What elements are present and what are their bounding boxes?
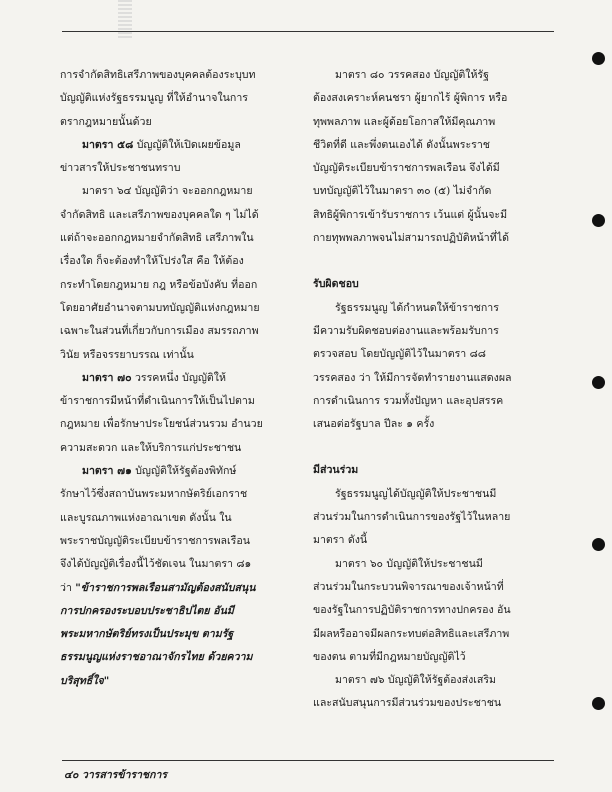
paragraph-line: รักษาไว้ซึ่งสถาบันพระมหากษัตริย์เอกราช	[60, 488, 248, 501]
paragraph-line: โดยอาศัยอำนาจตามบทบัญญัติแห่งกฎหมาย	[60, 301, 260, 314]
quote-line: การปกครองระบอบประชาธิปไตย อันมี	[60, 604, 234, 617]
paragraph-line: เฉพาะในส่วนที่เกี่ยวกับการเมือง สมรรถภาพ	[60, 325, 259, 338]
quote-line: ธรรมนูญแห่งราชอาณาจักรไทย ด้วยความ	[60, 651, 253, 664]
paragraph-line: สิทธิผู้พิการเข้ารับราชการ เว้นแต่ ผู้นั้นจะมี	[313, 208, 508, 221]
paragraph-line	[60, 460, 295, 483]
paragraph-line: ของตน ตามที่มีกฎหมายบัญญัติไว้	[313, 650, 466, 663]
binding-shadow	[118, 0, 132, 38]
paragraph-line: และสนับสนุนการมีส่วนร่วมของประชาชน	[313, 697, 502, 710]
paragraph-line: ของรัฐในการปฏิบัติราชการทางปกครอง อัน	[313, 604, 511, 617]
paragraph-line: ชีวิตที่ดี และพึ่งตนเองได้ ดังนั้นพระราช	[313, 138, 490, 151]
paragraph-line	[60, 367, 295, 390]
paragraph-line: ข่าวสารให้ประชาชนทราบ	[60, 162, 181, 175]
paragraph-line: แต่ถ้าจะออกกฎหมายจำกัดสิทธิ เสรีภาพใน	[60, 232, 254, 245]
paragraph-line: มาตรา ๖๔ บัญญัติว่า จะออกกฎหมาย	[82, 185, 253, 198]
paragraph-line: มาตรา ๖๐ บัญญัติให้ประชาชนมี	[335, 557, 483, 570]
section-heading: รับผิดชอบ	[313, 278, 359, 291]
paragraph-line: ทุพพลภาพ และผู้ด้อยโอกาสให้มีคุณภาพ	[313, 115, 496, 128]
section-heading: มีส่วนร่วม	[313, 464, 359, 477]
paragraph-line: การจำกัดสิทธิเสรีภาพของบุคคลต้องระบุบท	[60, 69, 256, 81]
paragraph-line: ตรากฎหมายนั้นด้วย	[60, 115, 152, 128]
paragraph-line: ข้าราชการมีหน้าที่ดำเนินการให้เป็นไปตาม	[60, 395, 255, 408]
paragraph-line: วินัย หรือจรรยาบรรณ เท่านั้น	[60, 348, 194, 361]
paragraph-line: กระทำโดยกฎหมาย กฎ หรือข้อบังคับ ที่ออก	[60, 278, 258, 291]
left-column	[60, 64, 295, 693]
paragraph-line: มาตรา ๘๐ วรรคสอง บัญญัติให้รัฐ	[335, 69, 489, 81]
publication-name: วารสารข้าราชการ	[82, 769, 168, 781]
paragraph-line: มีผลหรืออาจมีผลกระทบต่อสิทธิและเสรีภาพ	[313, 627, 510, 640]
paragraph-line: ความสะดวก และให้บริการแก่ประชาชน	[60, 441, 242, 454]
paragraph-line: พระราชบัญญัติระเบียบข้าราชการพลเรือน	[60, 534, 250, 547]
paragraph-line: จำกัดสิทธิ และเสรีภาพของบุคคลใด ๆ ไม่ได้	[60, 208, 259, 221]
paragraph-line: การดำเนินการ รวมทั้งปัญหา และอุปสรรค	[313, 394, 504, 407]
paragraph-line: มาตรา ๗๖ บัญญัติให้รัฐต้องส่งเสริม	[335, 674, 497, 687]
paragraph-line: บัญญัติแห่งรัฐธรรมนูญ ที่ให้อำนาจในการ	[60, 92, 248, 105]
paragraph-line: และบูรณภาพแห่งอาณาเขต ดังนั้น ใน	[60, 511, 232, 524]
punch-hole	[592, 376, 605, 389]
section-label: มาตรา ๗๐	[82, 371, 132, 384]
section-label: มาตรา ๕๘	[82, 138, 134, 151]
section-text: บัญญัติให้เปิดเผยข้อมูล	[133, 138, 241, 151]
punch-hole	[592, 697, 605, 710]
page-footer	[64, 766, 167, 783]
quote-line: พระมหากษัตริย์ทรงเป็นประมุข ตามรัฐ	[60, 628, 234, 641]
paragraph-line: กายทุพพลภาพจนไม่สามารถปฏิบัติหน้าที่ได้	[313, 232, 509, 245]
paragraph-line: ส่วนร่วมในกระบวนพิจารณาของเจ้าหน้าที่	[313, 580, 504, 593]
paragraph-line: ตรวจสอบ โดยบัญญัติไว้ในมาตรา ๘๘	[313, 348, 486, 361]
section-text: บัญญัติให้รัฐต้องพิทักษ์	[131, 465, 237, 478]
quote-prefix: ว่า	[60, 581, 76, 594]
right-column	[313, 64, 548, 716]
header-rule	[62, 31, 554, 32]
paragraph-line: มาตรา ดังนี้	[313, 534, 368, 547]
paragraph-line: จึงได้บัญญัติเรื่องนี้ไว้ชัดเจน ในมาตรา ๘๑	[60, 558, 252, 571]
section-text: วรรคหนึ่ง บัญญัติให้	[131, 371, 226, 384]
paragraph-line: เรื่องใด ก็จะต้องทำให้โปร่งใส คือ ให้ต้อง	[60, 255, 244, 268]
punch-hole	[592, 538, 605, 551]
footer-rule	[62, 760, 554, 761]
paragraph-line: เสนอต่อรัฐบาล ปีละ ๑ ครั้ง	[313, 418, 435, 431]
paragraph-line	[60, 134, 295, 157]
paragraph-line: มีความรับผิดชอบต่องานและพร้อมรับการ	[313, 324, 499, 337]
section-label: มาตรา ๗๑	[82, 465, 132, 478]
quote-text: "ข้าราชการพลเรือนสามัญต้องสนับสนุน	[75, 581, 256, 594]
paragraph-line: รัฐธรรมนูญได้บัญญัติให้ประชาชนมี	[335, 487, 497, 500]
paragraph-line: ส่วนร่วมในการดำเนินการของรัฐไว้ในหลาย	[313, 511, 511, 524]
paragraph-line: บทบัญญัติไว้ในมาตรา ๓๐ (๕) ไม่จำกัด	[313, 185, 492, 198]
paragraph-line: บัญญัติระเบียบข้าราชการพลเรือน จึงได้มี	[313, 162, 500, 175]
paragraph-line: รัฐธรรมนูญ ได้กำหนดให้ข้าราชการ	[335, 301, 499, 314]
quote-line: บริสุทธิ์ใจ"	[60, 674, 110, 687]
paragraph-line: วรรคสอง ว่า ให้มีการจัดทำรายงานแสดงผล	[313, 371, 512, 384]
paragraph-line	[60, 577, 295, 600]
punch-hole	[592, 52, 605, 65]
punch-hole	[592, 214, 605, 227]
paragraph-line: กฎหมาย เพื่อรักษาประโยชน์ส่วนรวม อำนวย	[60, 418, 263, 431]
paragraph-line: ต้องสงเคราะห์คนชรา ผู้ยากไร้ ผู้พิการ หรือ	[313, 92, 508, 105]
page-number: ๔๐	[64, 769, 79, 781]
